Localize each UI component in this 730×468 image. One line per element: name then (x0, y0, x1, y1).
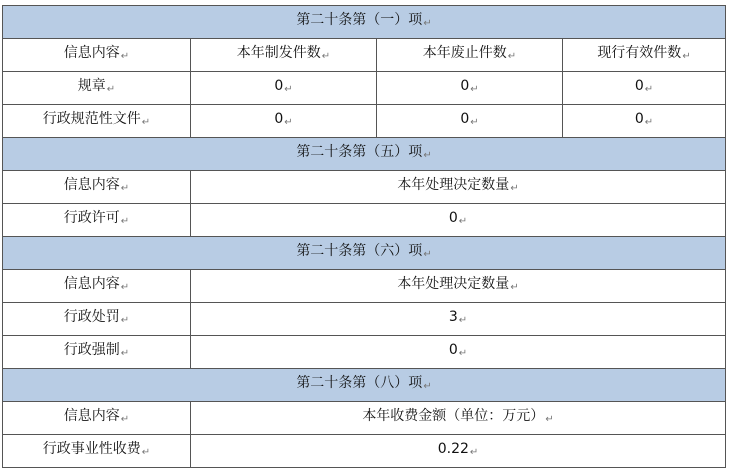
row-label: 行政规范性文件 (42, 111, 141, 127)
paragraph-mark-icon: ↵ (458, 216, 468, 227)
paragraph-mark-icon: ↵ (644, 117, 654, 128)
cell-value: 0 (448, 342, 458, 358)
paragraph-mark-icon: ↵ (321, 51, 331, 62)
paragraph-mark-icon: ↵ (120, 183, 130, 194)
paragraph-mark-icon: ↵ (120, 51, 130, 62)
column-header-decisions: 本年处理决定数量 (397, 276, 510, 292)
section-header-1 (3, 6, 726, 39)
paragraph-mark-icon: ↵ (141, 447, 151, 458)
row-label: 行政事业性收费 (42, 441, 141, 457)
cell-value: 0 (274, 111, 284, 127)
paragraph-mark-icon: ↵ (120, 315, 130, 326)
paragraph-mark-icon: ↵ (510, 282, 519, 293)
row-label: 规章 (77, 78, 106, 94)
column-header-info: 信息内容 (63, 276, 120, 292)
table-row (3, 204, 726, 237)
paragraph-mark-icon: ↵ (682, 51, 691, 62)
table-row (3, 336, 726, 369)
cell-value: 0 (274, 78, 284, 94)
cell-value: 3 (448, 309, 458, 325)
paragraph-mark-icon: ↵ (423, 18, 432, 29)
disclosure-table (2, 5, 726, 468)
column-header-issued: 本年制发件数 (236, 45, 321, 61)
column-header-fee-amount: 本年收费金额（单位：万元） (362, 408, 545, 424)
section-header-5 (3, 138, 726, 171)
table-row (3, 105, 726, 138)
section-title: 第二十条第（八）项 (296, 375, 423, 391)
row-label: 行政处罚 (63, 309, 120, 325)
column-header-info: 信息内容 (63, 177, 120, 193)
paragraph-mark-icon: ↵ (469, 447, 479, 458)
paragraph-mark-icon: ↵ (120, 282, 130, 293)
paragraph-mark-icon: ↵ (423, 249, 432, 260)
table-header-row (3, 270, 726, 303)
table-header-row (3, 39, 726, 72)
paragraph-mark-icon: ↵ (644, 84, 654, 95)
column-header-info: 信息内容 (63, 45, 120, 61)
cell-value: 0.22 (437, 441, 469, 457)
paragraph-mark-icon: ↵ (284, 117, 293, 128)
section-header-6 (3, 237, 726, 270)
paragraph-mark-icon: ↵ (106, 84, 116, 95)
paragraph-mark-icon: ↵ (120, 414, 130, 425)
column-header-effective: 现行有效件数 (597, 45, 682, 61)
cell-value: 0 (634, 78, 644, 94)
paragraph-mark-icon: ↵ (470, 84, 479, 95)
cell-value: 0 (460, 111, 470, 127)
paragraph-mark-icon: ↵ (120, 216, 130, 227)
column-header-decisions: 本年处理决定数量 (397, 177, 510, 193)
section-title: 第二十条第（六）项 (296, 243, 423, 259)
section-title: 第二十条第（一）项 (296, 12, 423, 28)
paragraph-mark-icon: ↵ (510, 183, 519, 194)
cell-value: 0 (634, 111, 644, 127)
section-title: 第二十条第（五）项 (296, 144, 423, 160)
table-row (3, 303, 726, 336)
row-label: 行政许可 (63, 210, 120, 226)
paragraph-mark-icon: ↵ (284, 84, 293, 95)
paragraph-mark-icon: ↵ (120, 348, 130, 359)
paragraph-mark-icon: ↵ (458, 315, 468, 326)
paragraph-mark-icon: ↵ (545, 414, 554, 425)
table-row (3, 435, 726, 468)
row-label: 行政强制 (63, 342, 120, 358)
paragraph-mark-icon: ↵ (507, 51, 517, 62)
table-header-row (3, 402, 726, 435)
table-header-row (3, 171, 726, 204)
paragraph-mark-icon: ↵ (458, 348, 468, 359)
paragraph-mark-icon: ↵ (470, 117, 479, 128)
paragraph-mark-icon: ↵ (423, 150, 432, 161)
cell-value: 0 (460, 78, 470, 94)
column-header-repealed: 本年废止件数 (422, 45, 507, 61)
section-header-8 (3, 369, 726, 402)
paragraph-mark-icon: ↵ (423, 381, 432, 392)
cell-value: 0 (448, 210, 458, 226)
table-row (3, 72, 726, 105)
paragraph-mark-icon: ↵ (141, 117, 151, 128)
column-header-info: 信息内容 (63, 408, 120, 424)
